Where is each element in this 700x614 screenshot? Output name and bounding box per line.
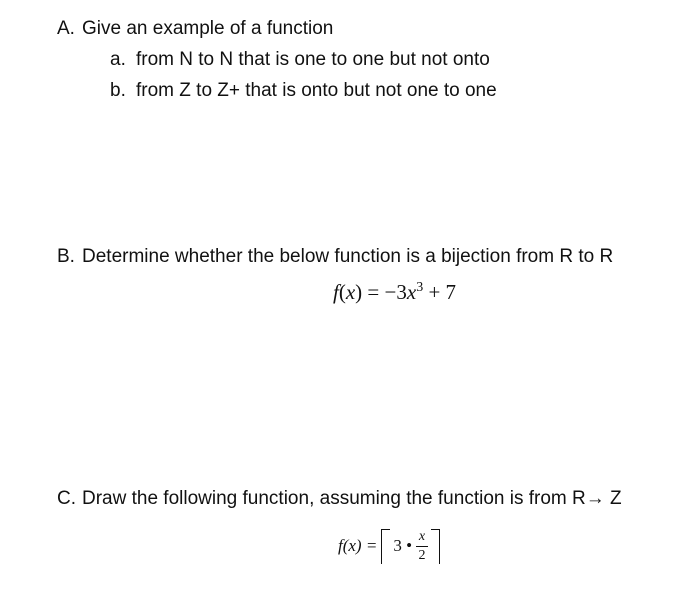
question-a-item-a: [110, 48, 490, 72]
formula-tail: + 7: [423, 280, 457, 304]
question-a-heading: [57, 17, 333, 41]
ceiling-fraction: [416, 530, 428, 563]
ceiling-left-bracket: [381, 529, 390, 564]
item-b-text: from Z to Z+ that is onto but not one to one: [136, 80, 497, 101]
ceiling-formula-inner: 3 •: [393, 536, 413, 555]
fraction-numerator: x: [418, 528, 426, 544]
formula-variable: x: [345, 280, 356, 304]
ceiling-formula-lhs: f(x) =: [338, 536, 378, 555]
formula-equals: =: [362, 280, 385, 304]
question-a-marker: A.: [57, 18, 75, 39]
question-b-heading: [57, 245, 613, 269]
item-b-marker: b.: [110, 80, 126, 101]
question-c-marker: C.: [57, 488, 76, 509]
question-b-text: Determine whether the below function is a bijection from R to R: [82, 246, 614, 267]
fraction-bar: [416, 546, 428, 547]
item-a-text: from N to N that is one to one but not onto: [136, 49, 490, 70]
question-a-item-b: [110, 79, 497, 103]
question-c-text: Draw the following function, assuming the function is from R→ Z: [82, 488, 622, 509]
formula-coefficient: −3: [384, 280, 407, 304]
formula-exponent: 3: [416, 280, 424, 295]
question-a-text: Give an example of a function: [82, 18, 334, 39]
bijection-formula: $f(x) = -3x^3 + 7$: [333, 280, 457, 304]
formula-base: x: [406, 280, 417, 304]
question-b-marker: B.: [57, 246, 75, 267]
ceiling-formula: [338, 526, 440, 566]
item-a-marker: a.: [110, 49, 126, 70]
formula-fn-name: f: [333, 280, 339, 304]
question-c-heading: [57, 487, 622, 511]
ceiling-right-bracket: [431, 529, 440, 564]
fraction-denominator: 2: [418, 547, 426, 563]
